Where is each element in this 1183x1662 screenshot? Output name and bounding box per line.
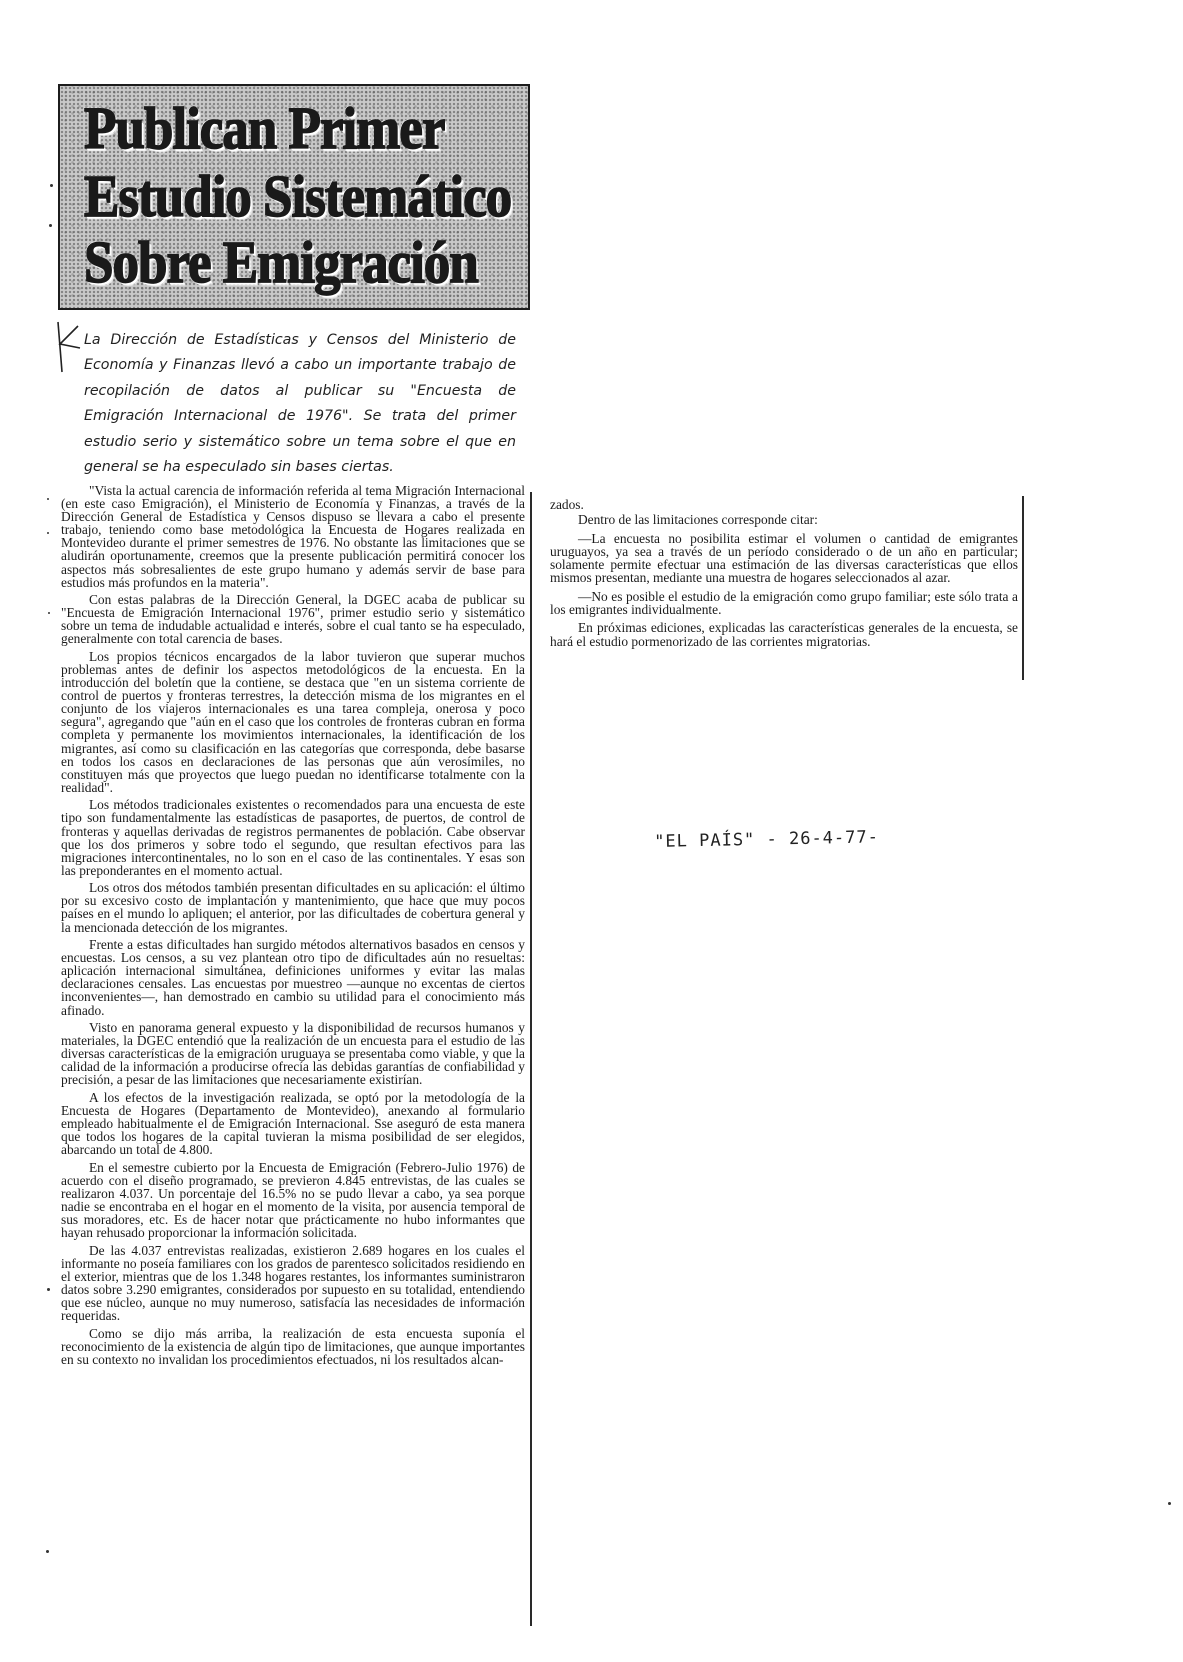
- body-paragraph: En próximas ediciones, explicadas las características generales de la encuesta, se hará el estudio pormenorizado de las corrientes migratorias.: [550, 620, 1018, 649]
- body-column-left: [61, 484, 525, 1370]
- right-column-rule: [1022, 496, 1024, 680]
- body-paragraph: —La encuesta no posibilita estimar el volumen o cantidad de emigrantes uruguayos, ya sea a través de un período considerado o de un año en particular; solamente permite efectuar una estimación de las diversas características que ellos mismos presentan, mediante una muestra de hogares seleccionados al azar.: [550, 530, 1018, 586]
- continuation-text: zados.: [550, 497, 584, 512]
- body-paragraph: Con estas palabras de la Dirección General, la DGEC acaba de publicar su "Encuesta de Emigración Internacional 1976", primer estudio serio y sistemático sobre un tema de indudable actualidad e interés, sobre el cual tanto se ha especulado, generalmente con total carencia de bases.: [61, 592, 525, 647]
- body-paragraph: Los propios técnicos encargados de la labor tuvieron que superar muchos problemas antes de definir los aspectos metodológicos de la encuesta. En la introducción del boletín que la contiene, se destaca que "en un sistema corriente de control de puertos y fronteras terrestres, la detección misma de los migrantes en el conjunto de los viajeros internacionales es una tarea compleja, onerosa y poco segura", agregando que "aún en el caso que los controles de fronteras cubran en forma completa y permanente los movimientos internacionales, la identificación de los migrantes, así como su clasificación en las categorías que corresponda, debe basarse en todos los casos en declaraciones de las personas que aún verosímiles, no constituyen más que proyectos que luego puedan no identificarse totalmente con la realidad".: [61, 648, 525, 795]
- body-paragraph: En el semestre cubierto por la Encuesta de Emigración (Febrero-Julio 1976) de acuerdo con el diseño programado, se previeron 4.845 entrevistas, de las cuales se realizaron 4.037. Un porcentaje del 16.5% no se pudo llevar a cabo, ya sea porque nadie se encontraba en el hogar en el momento de la visita, por ausencia temporal de sus moradores, etc. Es de hacer notar que prácticamente no hubo informantes que hayan rehusado proporcionar la información solicitada.: [61, 1159, 525, 1241]
- body-paragraph: De las 4.037 entrevistas realizadas, existieron 2.689 hogares en los cuales el informante no poseía familiares con los grados de parentesco solicitados residiendo en el exterior, mientras que de los 1.348 hogares restantes, los informantes suministraron datos sobre 3.290 emigrantes, considerados por supuesto en su totalidad, entendiendo que ese núcleo, aunque no muy numeroso, satisfacía las necesidades de información requeridas.: [61, 1242, 525, 1324]
- lead-paragraph: La Dirección de Estadísticas y Censos del Ministerio de Economía y Finanzas llevó a cabo un importante trabajo de recopilación de datos al publicar su "Encuesta de Emigración Internacional de 1976". Se trata del primer estudio serio y sistemático sobre un tema sobre el que en general se ha especulado sin bases ciertas.: [84, 332, 516, 476]
- headline-line-2: Estudio Sistemático: [84, 164, 512, 230]
- body-paragraph: Frente a estas dificultades han surgido métodos alternativos basados en censos y encuestas. Los censos, a su vez plantean otro tipo de dificultades aún no resueltas: aplicación internacional simultánea, definiciones uniformes y evitar las malas declaraciones censales. Las encuestas por muestreo —aunque no excentas de ciertos inconvenientes—, han demostrado en cambio su utilidad para el conocimiento más afinado.: [61, 937, 525, 1018]
- headline-line-3: Sobre Emigración: [84, 230, 478, 296]
- body-paragraph: —No es posible el estudio de la emigración como grupo familiar; este sólo trata a los emigrantes individualmente.: [550, 588, 1018, 618]
- handwritten-source-note: "EL PAÍS" - 26-4-77-: [654, 827, 880, 852]
- body-column-right: [550, 498, 1018, 653]
- body-paragraph: Como se dijo más arriba, la realización de esta encuesta suponía el reconocimiento de la existencia de algún tipo de limitaciones, que aunque importantes en su contexto no invalidan los procedimientos efectuados, ni los resultados alcan-: [61, 1325, 525, 1367]
- headline-box: [58, 84, 530, 310]
- body-paragraph: Los otros dos métodos también presentan dificultades en su aplicación: el último por su excesivo costo de implantación y mantenimiento, que hace que muy pocos países en el mundo lo apliquen; el anterior, por las dificultades de cobertura general y la mencionada detección de los migrantes.: [61, 880, 525, 935]
- body-paragraph: A los efectos de la investigación realizada, se optó por la metodología de la Encuesta de Hogares (Departamento de Montevideo), anexando al formulario empleado habitualmente el de Emigración Internacional. Sse aseguró de esta manera que todos los hogares de la capital tuvieran la misma posibilidad de ser elegidos, abarcando un total de 4.800.: [61, 1089, 525, 1158]
- body-paragraph: Visto en panorama general expuesto y la disponibilidad de recursos humanos y materiales, la DGEC entendió que la realización de un encuesta para el estudio de las diversas características de la emigración uruguaya se presentaba como viable, y que la calidad de la información a producirse ofrecía las debidas garantías de confiabilidad y precisión, a pesar de las limitaciones que necesariamente existirían.: [61, 1020, 525, 1088]
- body-paragraph: Los métodos tradicionales existentes o recomendados para una encuesta de este tipo son fundamentalmente las estadísticas de pasaportes, de puertos, de control de fronteras y aquellas derivadas de registros permanentes de población. Cabe observar que los dos primeros y sobre todo el segundo, que resultan efectivos para las migraciones intercontinentales, no lo son en el caso de las continentales. Y esas son las preponderantes en el momento actual.: [61, 797, 525, 878]
- column-divider: [530, 492, 532, 1626]
- headline-line-1: Publican Primer: [84, 96, 445, 162]
- body-paragraph: Dentro de las limitaciones corresponde citar:: [578, 512, 818, 528]
- handwritten-mark-icon: [48, 318, 88, 378]
- body-paragraph: "Vista la actual carencia de información referida al tema Migración Internacional (en este caso Emigración), el Ministerio de Economía y Finanzas, a través de la Dirección General de Estadística y Censos dispuso se llevara a cabo el presente trabajo, teniendo como base metodológica la Encuesta de Hogares realizada en Montevideo durante el primer semestres de 1976. No obstante las limitaciones que se aludirán oportunamente, creemos que la presente publicación permitirá conocer los aspectos más sobresalientes de este grupo humano y además servir de base para estudios más profundos en la materia".: [61, 483, 525, 590]
